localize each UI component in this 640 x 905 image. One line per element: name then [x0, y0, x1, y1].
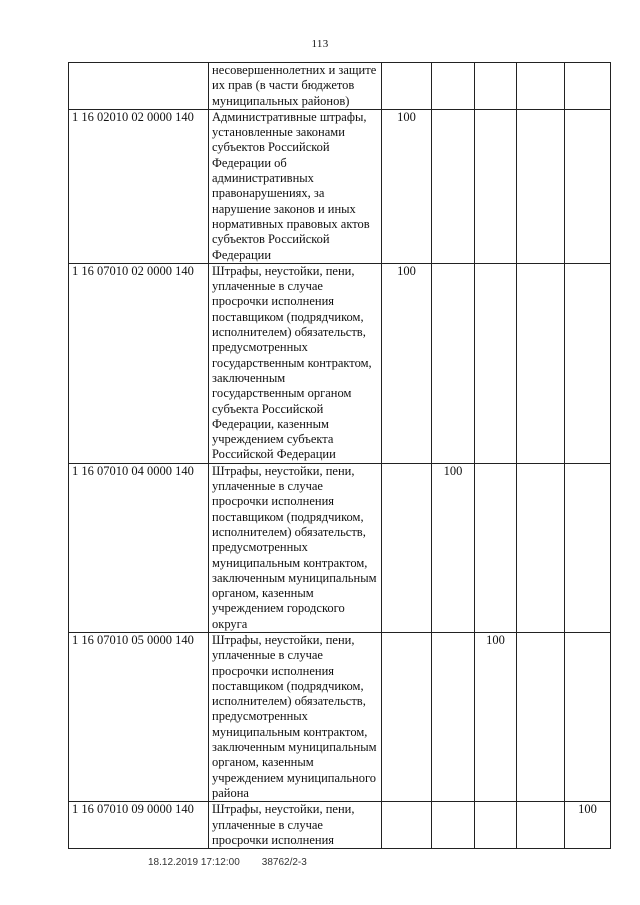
table-row: [69, 802, 611, 849]
revenue-code: [69, 63, 209, 110]
footer-doc-id: 38762/2-3: [261, 857, 307, 868]
rate-cell: [475, 263, 517, 463]
rate-cell: [565, 263, 611, 463]
revenue-table: [68, 62, 611, 849]
revenue-code: 1 16 07010 04 0000 140: [69, 463, 209, 632]
rate-cell: [517, 63, 565, 110]
page-footer: [148, 857, 307, 868]
table-row: [69, 263, 611, 463]
rate-cell: [432, 632, 475, 801]
rate-cell: 100: [382, 109, 432, 263]
rate-cell: 100: [382, 263, 432, 463]
revenue-name: несовершеннолетних и защите их прав (в части бюджетов муниципальных районов): [209, 63, 382, 110]
rate-cell: [475, 463, 517, 632]
table-row: [69, 63, 611, 110]
rate-cell: [475, 63, 517, 110]
revenue-name: Штрафы, неустойки, пени, уплаченные в случае просрочки исполнения: [209, 802, 382, 849]
rate-cell: [382, 632, 432, 801]
rate-cell: [475, 802, 517, 849]
rate-cell: [432, 802, 475, 849]
page-number: 113: [311, 38, 329, 50]
rate-cell: [517, 632, 565, 801]
rate-cell: 100: [432, 463, 475, 632]
revenue-code: 1 16 02010 02 0000 140: [69, 109, 209, 263]
table-row: [69, 109, 611, 263]
rate-cell: [517, 802, 565, 849]
revenue-name: Административные штрафы, установленные законами субъектов Российской Федерации об административных правонарушениях, за нарушение законов и иных нормативных правовых актов субъектов Российской Федерации: [209, 109, 382, 263]
rate-cell: [565, 463, 611, 632]
rate-cell: [382, 463, 432, 632]
table-row: [69, 463, 611, 632]
revenue-code: 1 16 07010 05 0000 140: [69, 632, 209, 801]
revenue-code: 1 16 07010 02 0000 140: [69, 263, 209, 463]
rate-cell: [517, 463, 565, 632]
footer-datetime: 18.12.2019 17:12:00: [148, 857, 240, 868]
revenue-code: 1 16 07010 09 0000 140: [69, 802, 209, 849]
table-row: [69, 632, 611, 801]
rate-cell: [432, 263, 475, 463]
revenue-name: Штрафы, неустойки, пени, уплаченные в случае просрочки исполнения поставщиком (подрядчиком, исполнителем) обязательств, предусмотренных государственным контрактом, заключенным государственным органом субъекта Российской Федерации, казенным учреждением субъекта Российской Федерации: [209, 263, 382, 463]
rate-cell: [565, 63, 611, 110]
rate-cell: 100: [475, 632, 517, 801]
rate-cell: [565, 632, 611, 801]
rate-cell: [475, 109, 517, 263]
rate-cell: [432, 109, 475, 263]
revenue-name: Штрафы, неустойки, пени, уплаченные в случае просрочки исполнения поставщиком (подрядчиком, исполнителем) обязательств, предусмотренных муниципальным контрактом, заключенным муниципальным органом, казенным учреждением городского округа: [209, 463, 382, 632]
rate-cell: [382, 802, 432, 849]
rate-cell: [432, 63, 475, 110]
rate-cell: [517, 263, 565, 463]
rate-cell: [382, 63, 432, 110]
rate-cell: [517, 109, 565, 263]
revenue-name: Штрафы, неустойки, пени, уплаченные в случае просрочки исполнения поставщиком (подрядчиком, исполнителем) обязательств, предусмотренных муниципальным контрактом, заключенным муниципальным органом, казенным учреждением муниципального района: [209, 632, 382, 801]
rate-cell: [565, 109, 611, 263]
rate-cell: 100: [565, 802, 611, 849]
